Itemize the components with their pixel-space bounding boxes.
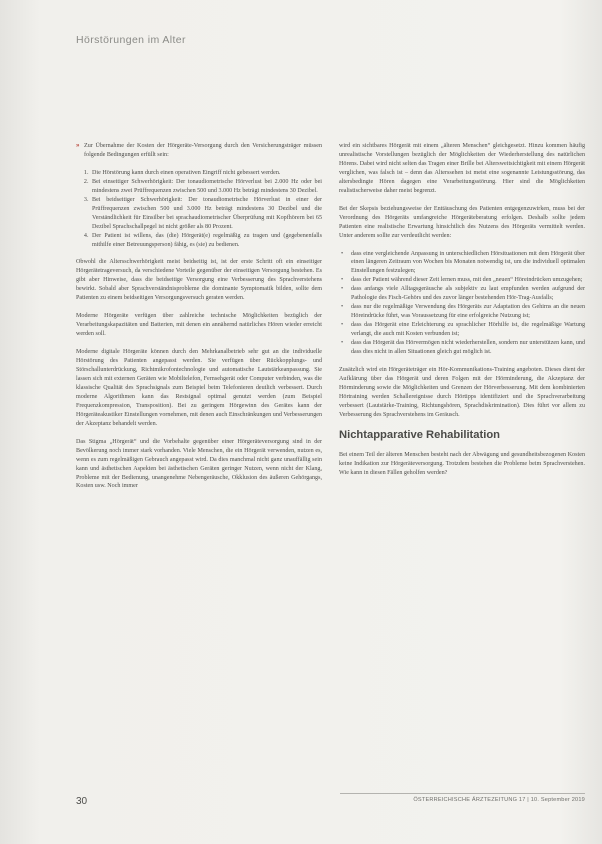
- left-column: [76, 142, 322, 500]
- paragraph: wird ein sichtbares Hörgerät mit einem „älteren Menschen“ gleichgesetzt. Hinzu kommen häufig unrealistische Vorstellungen bezüglich der Möglichkeiten der Wiederherstellung des natürlichen Hörens. Dabei wird nicht selten das Tragen einer Brille bei Altersweitsichtigkeit mit einem Hörgerät verglichen, was falsch ist – denn das Alterssehen ist meist eine sogenannte Leistungsstörung, das altersbedingte Hören dagegen eine Verarbeitungsstörung. Hier sind die Möglichkeiten realistischerweise daher meist begrenzt.: [339, 143, 585, 194]
- journal-footer: ÖSTERREICHISCHE ÄRZTEZEITUNG 17 | 10. September 2019: [413, 797, 585, 803]
- list-item: 4. Der Patient ist willens, das (die) Hörgerät(e) regelmäßig zu tragen und (gegebenenfalls mithilfe einer Betreuungsperson) fähig, es (sie) zu bedienen.: [90, 232, 322, 250]
- paragraph: Bei einem Teil der älteren Menschen besteht nach der Abwägung und gesundheitsbezogenen Kosten keine Indikation zur Hörgeräteversorgung. Trotzdem bestehen die Probleme beim Sprachverstehen. Wie kann in diesen Fällen geholfen werden?: [339, 451, 585, 476]
- footer-divider: [340, 793, 585, 794]
- paragraph: Obwohl die Altersschwerhörigkeit meist beidseitig ist, ist der erste Schritt oft ein einseitiger Hörgerätetrageversuch, da verschiedene Vorteile gegenüber der einseitigen Versorgung bestehen. Es gibt aber Hinweise, dass die beidseitige Versorgung eine Verbesserung des Sprachverstehens bewirkt. Sobald aber Sprachverständnisprobleme die dominante Symptomatik bilden, sollte dem Patienten zu einem beidseitigen Versorgungsversuch geraten werden.: [76, 259, 322, 302]
- list-item: 1. Die Hörstörung kann durch einen operativen Eingriff nicht gebessert werden.: [90, 169, 322, 178]
- list-item: • dass das Hörgerät eine Erleichterung zu sprachlicher Hörhilfe ist, die regelmäßige Wartung verlangt, die auch mit Kosten verbunden ist;: [349, 321, 585, 339]
- paragraph: Moderne digitale Hörgeräte können durch den Mehrkanalbetrieb sehr gut an die individuelle Hörstörung des Patienten angepasst werden. Sie verfügen über Rückkopplungs- und Störschallunterdrückung, Richtmikrofontechnologie und automatische Lautstärkeanpassung. Sie lassen sich mit externen Geräten wie Mobiltelefon, Fernsehgerät oder Computer verbinden, was die klassische Qualität des Sprachsignals zum Beispiel beim Telefonieren deutlich verbessert. Durch moderne Algorithmen kann das Restsignal optimal genutzt werden (zum Beispiel Frequenzkompression, Transposition). Bei zu geringem Hörgewinn des Gerätes kann der Hörgeräteakustiker Einstellungen vornehmen, mit denen auch Einschränkungen und Verbesserungen der Akzeptanz behandelt werden.: [76, 349, 322, 427]
- paragraph: Moderne Hörgeräte verfügen über zahlreiche technische Möglichkeiten bezüglich der Verarbeitungskapazitäten und Batterien, mit denen ein annähernd natürliches Hören wieder erreicht werden soll.: [76, 313, 322, 338]
- list-item: • dass das Hörgerät das Hörvermögen nicht wiederherstellen, sondern nur unterstützen kann, und dass dies nicht in allen Situationen gleich gut möglich ist.: [349, 339, 585, 357]
- paragraph: Das Stigma „Hörgerät“ und die Vorbehalte gegenüber einer Hörgeräteversorgung sind in der Bevölkerung noch immer stark vorhanden. Viele Menschen, die ein Hörgerät verwenden, nutzen es, wenn es zum regelmäßigen Gebrauch angepasst wird. Da dies manchmal nicht ganz unauffällig sein kann und ästhetischen Aspekten bei ästhetischen Geräten geringer Nutzen, wenn nicht der Klang, Probleme mit der Bedienung, unangenehme Nebengeräusche, Okklusion des äußeren Gehörgangs, Kosten usw. Noch immer: [76, 438, 322, 490]
- list-item: 3. Bei beidseitiger Schwerhörigkeit: Der tonaudiometrische Hörverlust in einer der Prüffrequenzen zwischen 500 und 3.000 Hz beträgt mindestens 30 Dezibel und die Verständlichkeit für Einsilber bei sprachaudiometrischer Überprüfung mit Kopfhörern bei 65 Dezibel Sprachschallpegel ist nicht größer als 80 Prozent.: [90, 196, 322, 232]
- list-item: • dass anfangs viele Alltagsgeräusche als subjektiv zu laut empfunden werden aufgrund der Pathologie des Fisch-Gehörs und des zuvor länger bestehenden Hör-Trag-Ausfalls;: [349, 285, 585, 303]
- bullet-list: [339, 250, 585, 357]
- page-number: 30: [76, 796, 88, 807]
- intro-text: Zur Übernahme der Kosten der Hörgeräte-Versorgung durch den Versicherungsträger müssen folgende Bedingungen erfüllt sein:: [84, 143, 322, 158]
- intro-paragraph: [76, 142, 322, 160]
- list-item: • dass nur die regelmäßige Verwendung des Hörgeräts zur Adaptation des Gehirns an die neuen Höreindrücke führt, was Voraussetzung für eine erfolgreiche Nutzung ist;: [349, 303, 585, 321]
- list-item: 2. Bei einseitiger Schwerhörigkeit: Der tonaudiometrische Hörverlust bei 2.000 Hz oder bei mindestens zwei Prüffrequenzen zwischen 500 und 3.000 Hz beträgt mindestens 30 Dezibel.: [90, 178, 322, 196]
- right-column: [339, 142, 585, 487]
- running-head: Hörstörungen im Alter: [76, 34, 186, 46]
- list-item: • dass eine vergleichende Anpassung in unterschiedlichen Hörsituationen mit dem Hörgerät über einen längeren Zeitraum von Wochen bis Monaten notwendig ist, um die individuell optimalen Einstellungen festzulegen;: [349, 250, 585, 277]
- list-item: • dass der Patient während dieser Zeit lernen muss, mit den „neuen“ Höreindrücken umzugehen;: [349, 276, 585, 285]
- paragraph: Zusätzlich wird ein Hörgeräteträger ein Hör-Kommunikations-Training angeboten. Dieses dient der Aufklärung über das Hörgerät und deren Folgen mit der Hörminderung, die Akzeptanz der Hörminderung sowie die Möglichkeiten und Grenzen der Hörverbesserung. Mit dem kombinierten Hörtraining werden Schallereignisse durch Hörtipps identifiziert und die Sprachverarbeitung verbessert (Lautstärke-Training, Richtungshören, Sprachdiskrimination). Dies führt vor allem zu Verbesserung des Sprachverstehens im Geräusch.: [339, 366, 585, 418]
- section-heading: Nichtapparative Rehabilitation: [339, 428, 501, 441]
- arrow-marker-icon: »: [76, 142, 80, 149]
- conditions-list: [76, 169, 322, 250]
- paragraph: Bei der Skepsis beziehungsweise der Enttäuschung des Patienten entgegenzuwirken, muss bei der Verordnung des Hörgeräts umfangreiche Hörgeräteberatung erfolgen. Deshalb sollte jedem Patienten eine realistische Erwartung hinsichtlich des Nutzens des Hörgeräts vermittelt werden. Unter anderem sollte zur verdeutlicht werden:: [339, 205, 585, 239]
